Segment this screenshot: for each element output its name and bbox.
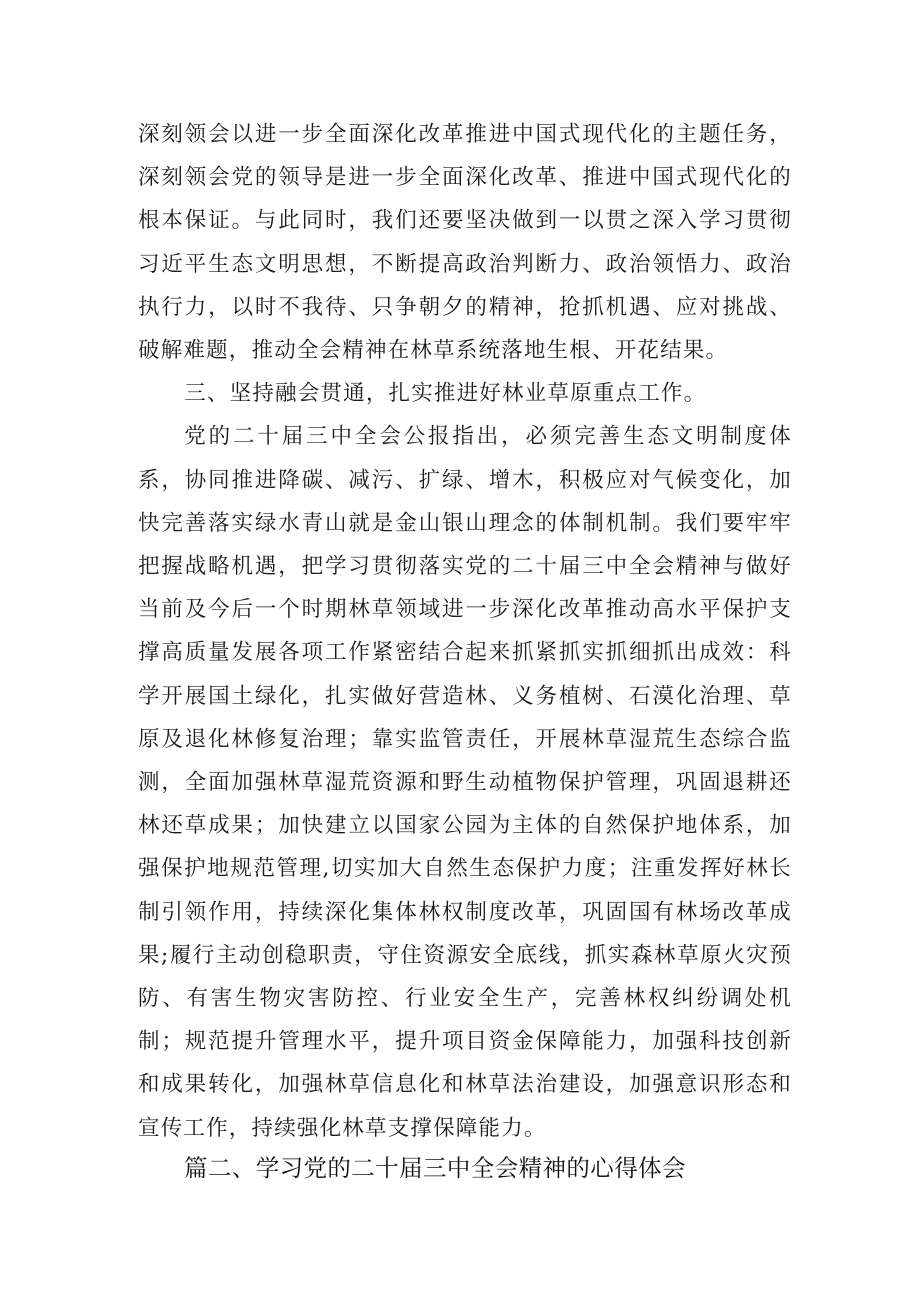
paragraph-subheading-three: 三、坚持融会贯通，扎实推进好林业草原重点工作。 <box>184 381 707 407</box>
paragraph-body: 党的二十届三中全会公报指出，必须完善生态文明制度体系，协同推进降碳、减污、扩绿、增木，积极应对气候变化，加快完善落实绿水青山就是金山银山理念的体制机制。我们要牢牢把握战略机遇，把学习贯彻落实党的二十届三中全会精神与做好当前及今后一个时期林草领域进一步深化改革推动高水平保护支撑高质量发展各项工作紧密结合起来抓紧抓实抓细抓出成效：科学开展国土绿化，扎实做好营造林、义务植树、石漠化治理、草原及退化林修复治理；靠实监管责任，开展林草湿荒生态综合监测，全面加强林草湿荒资源和野生动植物保护管理，巩固退耕还林还草成果；加快建立以国家公园为主体的自然保护地体系，加强保护地规范管理,切实加大自然生态保护力度；注重发挥好林长制引领作用，持续深化集体林权制度改革，巩固国有林场改革成果;履行主动创稳职责，守住资源安全底线，抓实森林草原火灾预防、有害生物灾害防控、行业安全生产，完善林权纠纷调处机制；规范提升管理水平，提升项目资金保障能力，加强科技创新和成果转化，加强林草信息化和林草法治建设，加强意识形态和宣传工作，持续强化林草支撑保障能力。 <box>138 424 792 1141</box>
body-text <box>138 113 792 1150</box>
paragraph-continuation: 深刻领会以进一步全面深化改革推进中国式现代化的主题任务，深刻领会党的领导是进一步全面深化改革、推进中国式现代化的根本保证。与此同时，我们还要坚决做到一以贯之深入学习贯彻习近平生态文明思想，不断提高政治判断力、政治领悟力、政治执行力，以时不我待、只争朝夕的精神，抢抓机遇、应对挑战、破解难题，推动全会精神在林草系统落地生根、开花结果。 <box>138 122 792 364</box>
section-heading: 篇二、学习党的二十届三中全会精神的心得体会 <box>184 1154 686 1182</box>
